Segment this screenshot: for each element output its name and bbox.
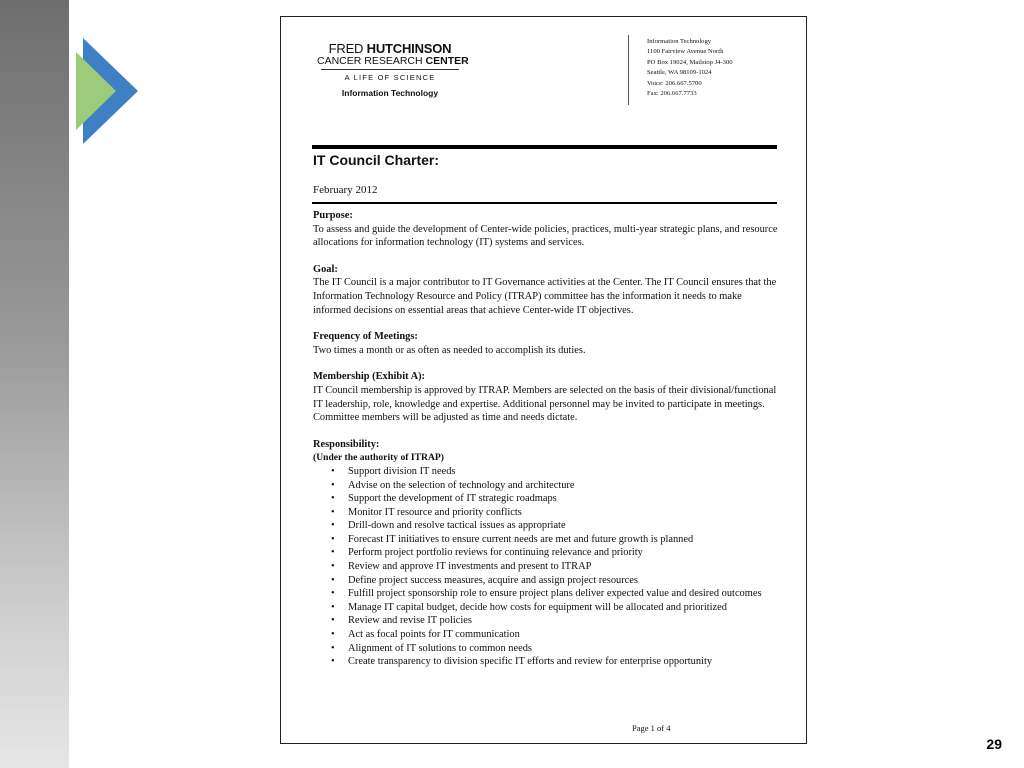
document-page-footer: Page 1 of 4: [632, 723, 671, 733]
header-divider: [628, 35, 629, 105]
logo-divider: [321, 69, 459, 70]
list-item: • Advise on the selection of technology and architecture: [348, 479, 779, 493]
goal-heading: Goal:: [313, 263, 338, 275]
address-block: [647, 37, 733, 99]
goal-text: The IT Council is a major contributor to IT Governance activities at the Center. The IT Council ensures that the Information Technology Resource and Policy (ITRAP) committee has the information it needs to make informed decisions on essential areas that achieve Center-wide IT objectives.: [313, 277, 777, 316]
list-item: • Monitor IT resource and priority conflicts: [348, 506, 779, 520]
logo-department: Information Technology: [341, 88, 439, 98]
responsibility-list: [313, 465, 779, 669]
document-body: [313, 209, 779, 682]
responsibility-section: [313, 438, 779, 669]
chevron-arrow-icon: [76, 38, 138, 144]
responsibility-subheading: (Under the authority of ITRAP): [313, 452, 444, 464]
frequency-section: [313, 330, 779, 357]
list-item: • Create transparency to division specific IT efforts and review for enterprise opportunity: [348, 655, 779, 669]
logo-line-1: FRED HUTCHINSON: [328, 41, 452, 56]
slide-page-number: 29: [986, 736, 1002, 752]
list-item: • Manage IT capital budget, decide how costs for equipment will be allocated and prioritized: [348, 601, 779, 615]
address-line: Voice: 206.667.5700: [647, 79, 702, 87]
title-rule-top: [312, 145, 777, 149]
purpose-text: To assess and guide the development of Center-wide policies, practices, multi-year strategic plans, and resource allocations for information technology (IT) systems and services.: [313, 223, 778, 249]
logo-line-2: CANCER RESEARCH CENTER: [317, 55, 469, 67]
fred-hutch-logo: [317, 41, 469, 98]
list-item: • Support the development of IT strategic roadmaps: [348, 492, 779, 506]
purpose-heading: Purpose:: [313, 210, 353, 221]
frequency-text: Two times a month or as often as needed to accomplish its duties.: [313, 344, 586, 356]
document-title: IT Council Charter:: [313, 152, 440, 168]
address-line: 1100 Fairview Avenue North: [647, 48, 724, 56]
list-item: • Alignment of IT solutions to common needs: [348, 642, 779, 656]
slide-sidebar-gradient: [0, 0, 69, 768]
document-page: [280, 16, 807, 744]
responsibility-heading: Responsibility:: [313, 438, 380, 450]
goal-section: [313, 263, 779, 317]
address-line: Information Technology: [647, 38, 712, 45]
title-rule-bottom: [312, 202, 777, 204]
list-item: • Define project success measures, acquire and assign project resources: [348, 574, 779, 588]
list-item: • Drill-down and resolve tactical issues as appropriate: [348, 519, 779, 533]
list-item: • Perform project portfolio reviews for continuing relevance and priority: [348, 546, 779, 560]
list-item: • Support division IT needs: [348, 465, 779, 479]
address-line: Seattle, WA 98109-1024: [647, 69, 712, 77]
list-item: • Fulfill project sponsorship role to ensure project plans deliver expected value and desired outcomes: [348, 587, 779, 601]
membership-text: IT Council membership is approved by ITRAP. Members are selected on the basis of their divisional/functional IT leadership, role, knowledge and expertise. Additional personnel may be invited to participate in meetings. Committee members will be adjusted as time and needs dictate.: [313, 384, 777, 424]
purpose-section: [313, 209, 779, 250]
list-item: • Act as focal points for IT communication: [348, 628, 779, 642]
list-item: • Forecast IT initiatives to ensure current needs are met and future growth is planned: [348, 533, 779, 547]
list-item: • Review and revise IT policies: [348, 614, 779, 628]
list-item: • Review and approve IT investments and present to ITRAP: [348, 560, 779, 574]
logo-tagline: A LIFE OF SCIENCE: [344, 73, 436, 82]
address-line: PO Box 19024, Mailstop J4-300: [647, 58, 733, 66]
document-date: February 2012: [313, 184, 378, 196]
membership-heading: Membership (Exhibit A):: [313, 371, 425, 383]
address-line: Fax: 206.667.7733: [647, 90, 697, 98]
frequency-heading: Frequency of Meetings:: [313, 331, 418, 343]
membership-section: [313, 370, 779, 424]
